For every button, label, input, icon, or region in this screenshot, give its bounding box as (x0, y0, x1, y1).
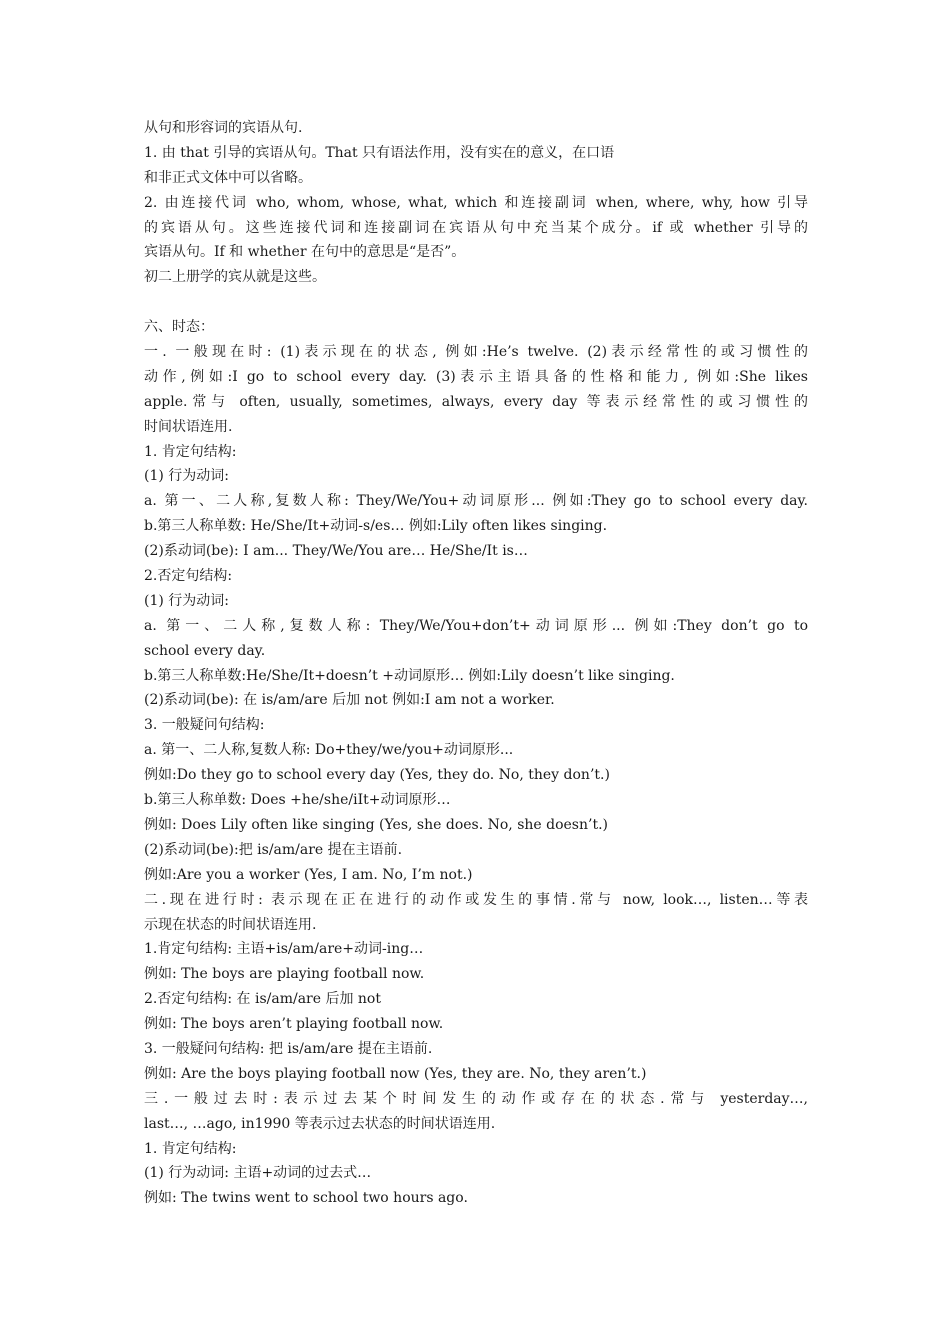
text-line: 时间状语连用. (144, 418, 233, 435)
text-line: 2.否定句结构: (144, 568, 233, 585)
text-line: a. 第一、二人称,复数人称: They/We/You+动词原形... 例如:They go to school every day. (144, 493, 808, 510)
text-line: 宾语从句。If 和 whether 在句中的意思是“是否”。 (144, 244, 466, 261)
text-line: 从句和形容词的宾语从句. (144, 120, 303, 136)
text-line: 1. 肯定句结构: (144, 443, 237, 460)
text-line: 的宾语从句。这些连接代词和连接副词在宾语从句中充当某个成分。if 或 whether 引导的 (144, 219, 808, 236)
text-line: (2)系动词(be):把 is/am/are 提在主语前. (144, 841, 403, 858)
text-line: 例如:Do they go to school every day (Yes, they do. No, they don’t.) (144, 767, 610, 784)
section-heading: 六、时态： (144, 319, 214, 336)
text-line: a. 第一、二人称,复数人称: They/We/You+don’t+动词原形... 例如:They don’t go to (144, 617, 808, 634)
text-line: 一. 一般现在时: (1)表示现在的状态, 例如:He’s twelve. (2)表示经常性的或习惯性的 (144, 344, 808, 361)
text-line: 例如: The boys aren’t playing football now. (144, 1016, 444, 1033)
text-line: a. 第一、二人称,复数人称: Do+they/we/you+动词原形... (144, 742, 514, 759)
text-line: apple.常与 often, usually, sometimes, always, every day 等表示经常性的或习惯性的 (144, 393, 808, 410)
text-line: (1) 行为动词: 主语+动词的过去式… (144, 1165, 372, 1182)
text-line: 1. 肯定句结构: (144, 1140, 237, 1157)
text-line: b.第三人称单数: Does +he/she/iIt+动词原形… (144, 792, 451, 809)
text-line: 1. 由 that 引导的宾语从句。That 只有语法作用，没有实在的意义，在口语 (144, 144, 615, 161)
text-line: 例如: The twins went to school two hours ago. (144, 1190, 468, 1207)
text-line: (1) 行为动词: (144, 468, 229, 485)
text-line: b.第三人称单数:He/She/It+doesn’t +动词原形… 例如:Lily doesn’t like singing. (144, 667, 675, 684)
text-line: 例如: Does Lily often like singing (Yes, she does. No, she doesn’t.) (144, 816, 608, 833)
text-line: 3. 一般疑问句结构: (144, 717, 265, 734)
text-line: 初二上册学的宾从就是这些。 (144, 269, 326, 286)
text-line: 和非正式文体中可以省略。 (144, 169, 312, 186)
text-line: 例如: The boys are playing football now. (144, 966, 425, 983)
text-line: 二.现在进行时: 表示现在正在进行的动作或发生的事情.常与 now, look…, listen…等表 (144, 891, 808, 908)
text-line: b.第三人称单数: He/She/It+动词-s/es… 例如:Lily often likes singing. (144, 518, 608, 535)
blank-line (144, 290, 808, 315)
text-line: 1.肯定句结构: 主语+is/am/are+动词-ing… (144, 941, 424, 958)
text-line: school every day. (144, 642, 266, 659)
text-line: (1) 行为动词: (144, 592, 229, 609)
text-line: 3. 一般疑问句结构: 把 is/am/are 提在主语前. (144, 1040, 433, 1057)
text-line: 例如:Are you a worker (Yes, I am. No, I’m not.) (144, 866, 473, 883)
text-line: last…, …ago, in1990 等表示过去状态的时间状语连用. (144, 1115, 496, 1132)
text-line: 示现在状态的时间状语连用. (144, 916, 317, 933)
text-line: 动作,例如:I go to school every day. (3)表示主语具备的性格和能力, 例如:She likes (144, 368, 808, 385)
document-body (144, 116, 808, 1211)
text-line: (2)系动词(be): 在 is/am/are 后加 not 例如:I am not a worker. (144, 692, 555, 709)
text-line: 三.一般过去时:表示过去某个时间发生的动作或存在的状态.常与 yesterday…, (144, 1090, 808, 1107)
text-line: 2. 由连接代词 who, whom, whose, what, which 和连接副词 when, where, why, how 引导 (144, 194, 808, 211)
text-line: (2)系动词(be): I am... They/We/You are… He/She/It is… (144, 543, 528, 560)
text-line: 例如: Are the boys playing football now (Yes, they are. No, they aren’t.) (144, 1065, 647, 1082)
text-line: 2.否定句结构: 在 is/am/are 后加 not (144, 991, 381, 1008)
